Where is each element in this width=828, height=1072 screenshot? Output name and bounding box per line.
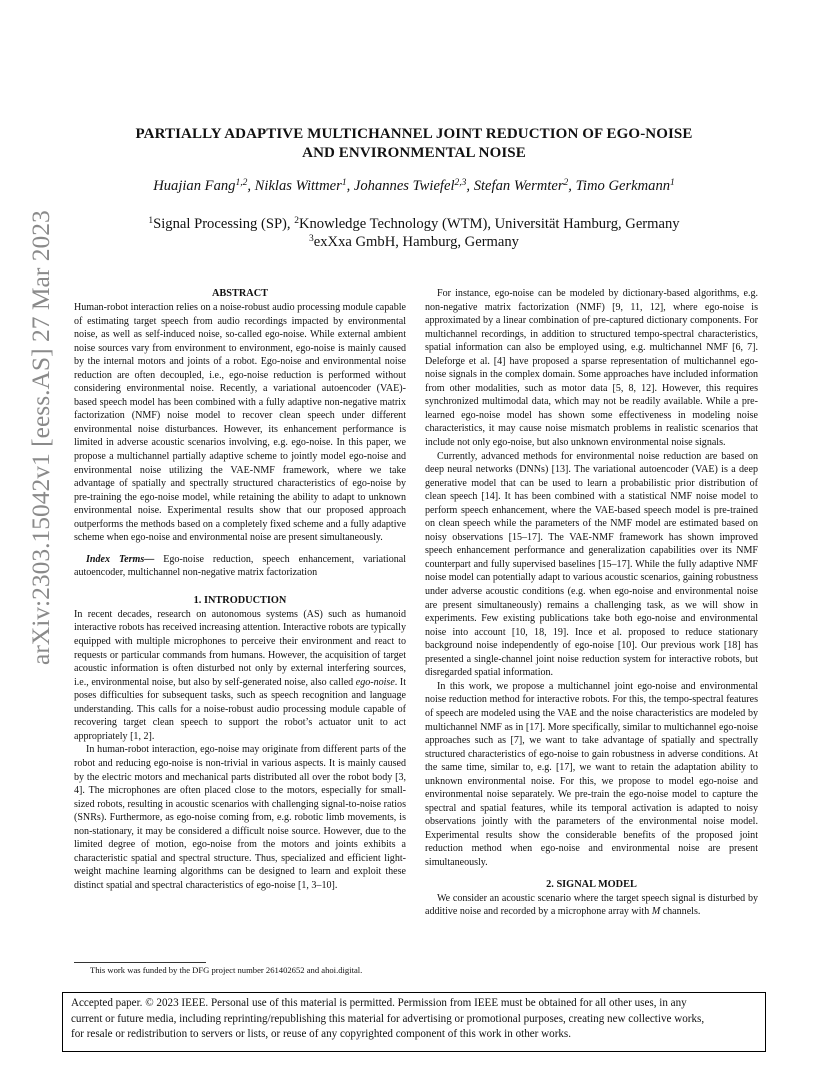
right-column <box>425 287 758 919</box>
notice-line-2: current or future media, including reprinting/republishing this material for advertising or promotional purposes, creating new collective works, <box>71 1012 705 1025</box>
left-column <box>74 287 406 892</box>
right-paragraph-1: For instance, ego-noise can be modeled by dictionary-based algorithms, e.g. non-negative matrix factorization (NMF) [9, 11, 12], where ego-noise is approximated by a linear combination of pre-captured dictionary components. For multichannel recordings, in addition to structured tempo-spectral characteristics, spatial information can also be employed using, e.g. multichannel NMF [6, 7]. Deleforge et al. [4] have proposed a sparse representation of multichannel ego-noise signals in the complex domain. Some approaches have included information from other modalities, such as motor data [5, 8, 12]. However, this requires synchronized multimodal data, which may not be readily available. While a pre-learned ego-noise model has shown some effectiveness in modeling noise characteristics, it may cause noise mismatch problems in realistic scenarios that include not only ego-noise, but also unknown environmental noise signals. <box>425 288 758 449</box>
notice-line-3: for resale or redistribution to servers or lists, or reuse of any copyrighted component of this work in other works. <box>71 1028 572 1041</box>
author: Niklas Wittmer$^1$, <box>254 178 354 194</box>
title-line-2: AND ENVIRONMENTAL NOISE <box>302 145 526 161</box>
right-paragraph-3: In this work, we propose a multichannel joint ego-noise and environmental noise reduction method for interactive robots. For this, the tempo-spectral features of speech are modeled using the VAE and the noise characteristics are modeled by multichannel NMF as in [17]. More specifically, similar to multichannel ego-noise approaches such as [7], we want to take advantage of spatially and spectrally structured characteristics of ego-noise to gain robustness in adverse conditions. At the same time, similar to, e.g. [17], we want to retain the adaptation ability to unknown environmental noise. For this, we propose to model ego-noise and environmental noise separately. We pre-train the ego-noise model to capture the spectral and spatial features, while its temporal activation is adapted to noisy observations jointly with the parameters of the environmental noise model. Experimental results show the considerable benefits of the proposed joint reduction method when ego-noise and environmental noise are present simultaneously. <box>425 680 758 868</box>
abstract-heading: ABSTRACT <box>211 288 269 299</box>
author: Huajian Fang$^{1,2}$, <box>153 178 255 194</box>
author: Stefan Wermter$^2$, <box>473 178 576 194</box>
right-paragraph-2: Currently, advanced methods for environmental noise reduction are based on deep neural networks (DNNs) [13]. The variational autoencoder (VAE) is a deep generative model that can be used to learn a probabilistic prior distribution of clean speech [14]. It has been combined with a statistical NMF noise model to perform speech enhancement, where the VAE-based speech model is pre-trained on clean speech while the parameters of the NMF model are estimated based on noisy observations [15–17]. The VAE-NMF framework has shown improved speech enhancement performance and generalization capabilities over its NMF counterpart and fully supervised baselines [15–17]. While the fully adaptive NMF noise model can potentially adapt to various acoustic scenarios, gaining robustness under adverse acoustic conditions (e.g. when ego-noise and environmental noise are present simultaneously) remains a challenging task, as we will show in experiments. Few existing publications take both ego-noise and environmental noise into account [10, 18, 19]. Ince et al. proposed to reduce stationary background noise independently of ego-noise [10]. Our previous work [18] has presented a single-channel joint noise reduction system for interactive robots, but disregarded spatial information. <box>425 450 758 679</box>
copyright-notice-box <box>62 992 766 1052</box>
author-list <box>60 178 768 195</box>
funding-footnote: This work was funded by the DFG project number 261402652 and ahoi.digital. <box>90 965 363 975</box>
paper-title <box>90 125 738 163</box>
signal-model-heading: 2. SIGNAL MODEL <box>546 878 637 890</box>
footnote-rule <box>74 962 206 963</box>
index-terms-text: Ego-noise reduction, speech enhancement, variational autoencoder, multichannel non-negative matrix factorization <box>74 553 406 579</box>
author: Timo Gerkmann$^1$ <box>575 178 675 194</box>
introduction-heading: 1. INTRODUCTION <box>193 594 287 606</box>
affiliation-line-2: $^3$exXxa GmbH, Hamburg, Germany <box>309 234 519 250</box>
abstract-text: Human-robot interaction relies on a noise-robust audio processing module capable of estimating target speech from audio recordings impacted by environmental noise, as well as self-induced noise, so-called ego-noise. While external ambient noise sources vary from environment to environment, ego-noise is mainly caused by the internal motors and joints of a robot. Ego-noise and environmental noise reduction are often decoupled, i.e., ego-noise reduction is performed without considering environmental noise. Recently, a variational autoencoder (VAE)-based speech model has been combined with a fully adaptive non-negative matrix factorization (NMF) noise model to recover clean speech under different environmental noise disturbances. However, its enhancement performance is limited in adverse acoustic scenarios involving, e.g. ego-noise. In this paper, we propose a multichannel partially adaptive scheme to jointly model ego-noise and environmental noise utilizing the VAE-NMF framework, where we take advantage of spatially and spectrally structured characteristics of ego-noise by pre-training the ego-noise model, while retaining the ability to adapt to unknown environmental noise. Experimental results show that our proposed approach outperforms the methods based on a completely fixed scheme and a fully adaptive scheme when ego-noise and environmental noise are present simultaneously. <box>74 302 406 544</box>
arxiv-identifier: arXiv:2303.15042v1 [eess.AS] 27 Mar 2023 <box>26 210 55 665</box>
author: Johannes Twiefel$^{2,3}$, <box>353 178 474 194</box>
intro-paragraph-2: In human-robot interaction, ego-noise may originate from different parts of the robot and reducing ego-noise is non-trivial in various aspects. It is mainly caused by the electric motors and mechanical parts distributed all over the robot body [3, 4]. The microphones are often placed close to the motors, especially for small-sized robots, resulting in acoustic scenarios with challenging signal-to-noise ratios (SNRs). Furthermore, as ego-noise coming from, e.g. robotic limb movements, is non-stationary, it may be considered a difficult noise source. However, due to the limited degree of motion, ego-noise from the motors and joints exhibits a characteristic spatial and spectral structure. Thus, specialized and efficient light-weight machine learning algorithms can be designed to learn and exploit these distinct spatial and spectral characteristics of ego-noise [1, 3–10]. <box>74 744 406 891</box>
notice-line-1: Accepted paper. © 2023 IEEE. Personal use of this material is permitted. Permission from IEEE must be obtained for all other uses, in any <box>71 997 687 1009</box>
title-line-1: PARTIALLY ADAPTIVE MULTICHANNEL JOINT REDUCTION OF EGO-NOISE <box>135 126 693 142</box>
intro-paragraph-1: In recent decades, research on autonomous systems (AS) such as humanoid interactive robots has received increasing attention. Interactive robots are typically equipped with multiple microphones to perceive their environment and react to requests or particular commands from humans. However, the acquisition of target acoustic information is often disturbed not only by external interfering sources, i.e., environmental noise, but also by self-generated noise, also called ego-noise. It poses difficulties for subsequent tasks, such as speech recognition and language understanding. This calls for a noise-robust audio processing module capable of recovering target clean speech to support the robot’s actuator unit to act appropriately [1, 2]. <box>74 608 406 742</box>
affiliations <box>60 215 768 251</box>
index-terms <box>74 553 406 580</box>
affiliation-line-1: $^1$Signal Processing (SP), $^2$Knowledge Technology (WTM), Universität Hamburg, Germany <box>148 216 680 232</box>
signal-model-paragraph: We consider an acoustic scenario where the target speech signal is disturbed by additive noise and recorded by a microphone array with M channels. <box>425 892 758 918</box>
index-terms-label: Index Terms— <box>86 553 155 565</box>
